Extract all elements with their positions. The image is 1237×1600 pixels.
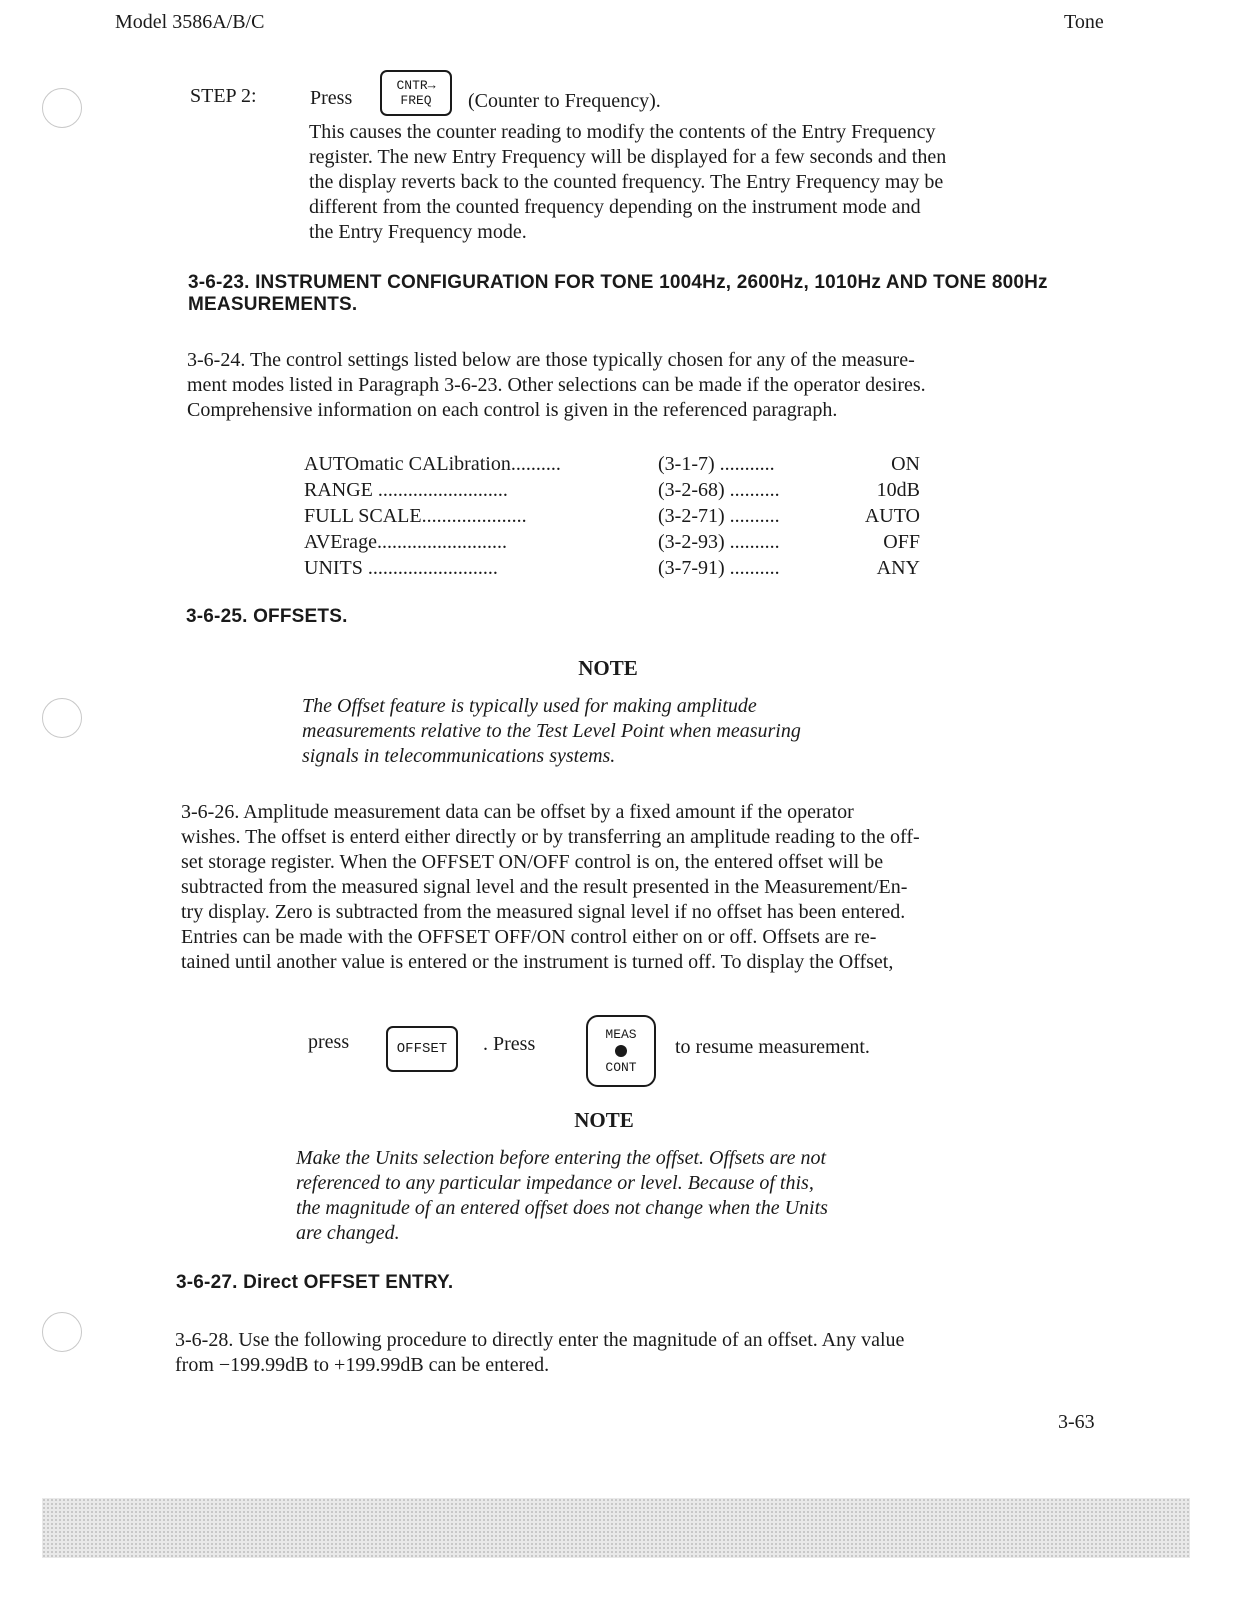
text-line: the display reverts back to the counted frequency. The Entry Frequency may be — [309, 171, 944, 193]
text-line: tained until another value is entered or the instrument is turned off. To display the Offset, — [181, 951, 894, 973]
text-line: set storage register. When the OFFSET ON/OFF control is on, the entered offset will be — [181, 851, 884, 873]
note-block — [302, 656, 914, 681]
section-heading-3-6-27: 3-6-27. Direct OFFSET ENTRY. — [176, 1272, 454, 1293]
note-text — [302, 694, 942, 769]
text-line: 3-6-24. The control settings listed below are those typically chosen for any of the measure- — [187, 349, 915, 371]
setting-name: FULL SCALE..................... — [304, 505, 527, 527]
running-header-left: Model 3586A/B/C — [115, 11, 265, 33]
step-caption: (Counter to Frequency). — [468, 90, 661, 112]
setting-name: RANGE .......................... — [304, 479, 508, 501]
setting-name: UNITS .......................... — [304, 557, 498, 579]
key-label-bottom: FREQ — [400, 93, 432, 108]
text-line: try display. Zero is subtracted from the measured signal level if no offset has been entered. — [181, 901, 906, 923]
cntr-freq-key[interactable] — [380, 70, 452, 116]
text-line: referenced to any particular impedance or level. Because of this, — [296, 1172, 814, 1194]
key-label-top: CNTR→ — [396, 78, 436, 93]
text-line: ment modes listed in Paragraph 3-6-23. Other selections can be made if the operator desires. — [187, 374, 926, 396]
scan-noise-band — [42, 1498, 1190, 1558]
note-text — [296, 1146, 936, 1246]
dot-icon — [615, 1045, 627, 1057]
text-line: different from the counted frequency depending on the instrument mode and — [309, 196, 921, 218]
text-line: 3-6-28. Use the following procedure to directly enter the magnitude of an offset. Any value — [175, 1329, 905, 1351]
text-line: register. The new Entry Frequency will be displayed for a few seconds and then — [309, 146, 947, 168]
text-line: subtracted from the measured signal level and the result presented in the Measurement/En- — [181, 876, 908, 898]
punch-hole — [42, 88, 82, 128]
note-block — [296, 1108, 912, 1133]
punch-hole — [42, 698, 82, 738]
setting-ref: (3-2-68) .......... — [658, 479, 780, 501]
text-line: wishes. The offset is enterd either directly or by transferring an amplitude reading to the off- — [181, 826, 920, 848]
key-label-bottom: CONT — [605, 1060, 637, 1075]
setting-value: 10dB — [876, 479, 920, 501]
text-line: the magnitude of an entered offset does not change when the Units — [296, 1197, 828, 1219]
meas-cont-key[interactable] — [586, 1015, 656, 1087]
section-heading-3-6-25: 3-6-25. OFFSETS. — [186, 606, 348, 627]
offset-key[interactable] — [386, 1026, 458, 1072]
resume-text: to resume measurement. — [675, 1036, 870, 1058]
running-header-right: Tone — [1064, 11, 1104, 33]
setting-ref: (3-1-7) ........... — [658, 453, 775, 475]
punch-hole — [42, 1312, 82, 1352]
key-label-top: MEAS — [605, 1027, 637, 1042]
press-text: press — [308, 1031, 350, 1053]
setting-value: OFF — [883, 531, 920, 553]
text-line: the Entry Frequency mode. — [309, 221, 527, 243]
setting-value: ON — [891, 453, 920, 475]
step-description — [309, 120, 1049, 245]
paragraph-3-6-26 — [181, 800, 1051, 975]
setting-ref: (3-2-93) .......... — [658, 531, 780, 553]
heading-line: MEASUREMENTS. — [188, 294, 358, 315]
step-press-text: Press — [310, 87, 353, 109]
note-title: NOTE — [574, 1108, 634, 1132]
text-line: Entries can be made with the OFFSET OFF/ON control either on or off. Offsets are re- — [181, 926, 877, 948]
text-line: The Offset feature is typically used for making amplitude — [302, 695, 757, 717]
setting-name: AUTOmatic CALibration.......... — [304, 453, 561, 475]
step-label: STEP 2: — [190, 85, 257, 107]
setting-ref: (3-2-71) .......... — [658, 505, 780, 527]
text-line: from −199.99dB to +199.99dB can be entered. — [175, 1354, 550, 1376]
setting-ref: (3-7-91) .......... — [658, 557, 780, 579]
text-line: measurements relative to the Test Level Point when measuring — [302, 720, 801, 742]
section-heading-3-6-23 — [188, 272, 1068, 316]
setting-value: AUTO — [864, 505, 920, 527]
press-text-2: . Press — [483, 1033, 536, 1055]
text-line: signals in telecommunications systems. — [302, 745, 616, 767]
text-line: are changed. — [296, 1222, 400, 1244]
text-line: This causes the counter reading to modify the contents of the Entry Frequency — [309, 121, 936, 143]
key-label: OFFSET — [396, 1040, 448, 1057]
heading-line: 3-6-23. INSTRUMENT CONFIGURATION FOR TONE 1004Hz, 2600Hz, 1010Hz AND TONE 800Hz — [188, 272, 1048, 293]
text-line: 3-6-26. Amplitude measurement data can be offset by a fixed amount if the operator — [181, 801, 854, 823]
paragraph-3-6-28 — [175, 1328, 1045, 1378]
page-number: 3-63 — [1058, 1411, 1095, 1433]
text-line: Make the Units selection before entering the offset. Offsets are not — [296, 1147, 827, 1169]
setting-name: AVErage.......................... — [304, 531, 507, 553]
setting-value: ANY — [876, 557, 920, 579]
text-line: Comprehensive information on each control is given in the referenced paragraph. — [187, 399, 838, 421]
note-title: NOTE — [578, 656, 638, 680]
paragraph-3-6-24 — [187, 348, 1057, 423]
